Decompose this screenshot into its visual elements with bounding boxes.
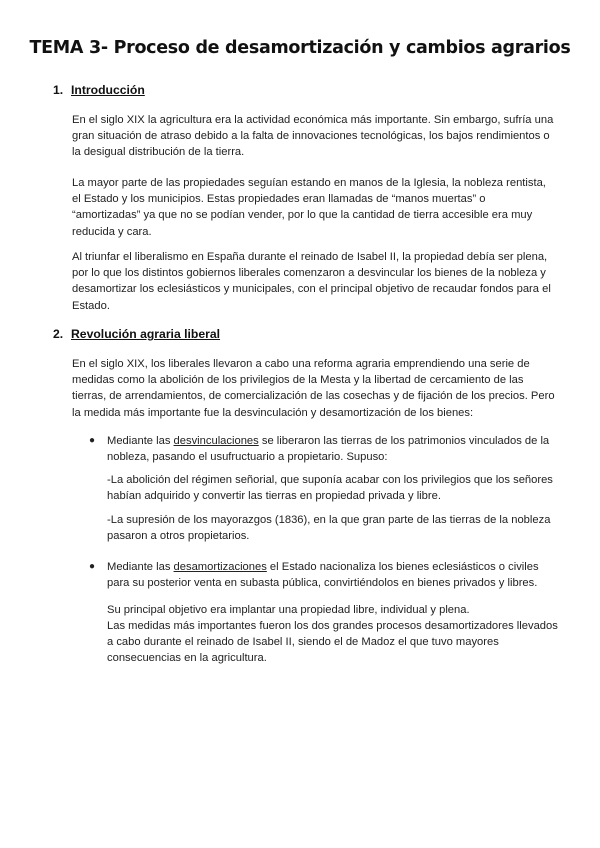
sub-paragraph: Las medidas más importantes fueron los dos grandes procesos desamortizadores llevados a cabo durante el reinado de Isabel II, siendo el de Madoz el que tuvo mayores consecuencias en la agricultura. <box>107 620 558 665</box>
bullet-icon: ● <box>89 561 96 572</box>
section-heading-introduccion <box>53 83 145 97</box>
section-title: Introducción <box>71 83 145 97</box>
section-title: Revolución agraria liberal <box>71 327 221 341</box>
bullet-item: Mediante las desvinculaciones se liberaron las tierras de los patrimonios vinculados de la nobleza, pasando el usufructuario a propietario. Supuso: <box>107 435 550 464</box>
term-desvinculaciones: desvinculaciones <box>173 435 259 447</box>
section-heading-revolucion-agraria <box>53 327 220 341</box>
bullet-item: Mediante las desamortizaciones el Estado nacionaliza los bienes eclesiásticos o civiles para su posterior venta en subasta pública, convirtiéndolos en bienes privados y libres. <box>107 561 539 590</box>
section-number: 1. <box>53 83 64 97</box>
page-title: TEMA 3- Proceso de desamortización y cambios agrarios <box>29 38 571 58</box>
bullet-icon: ● <box>89 435 96 446</box>
paragraph: En el siglo XIX la agricultura era la actividad económica más importante. Sin embargo, sufría una gran situación de atraso debido a la falta de innovaciones tecnológicas, los bajos rendimientos o la desigual distribución de la tierra. <box>72 114 554 159</box>
section-number: 2. <box>53 327 64 341</box>
sub-paragraph: Su principal objetivo era implantar una propiedad libre, individual y plena. <box>107 604 470 616</box>
paragraph: La mayor parte de las propiedades seguían estando en manos de la Iglesia, la nobleza rentista, el Estado y los municipios. Estas propiedades eran llamadas de “manos muertas” o “amortizadas” ya que no se podían vender, por lo que la cantidad de tierra accesible era muy reducida y cara. <box>72 177 546 238</box>
sub-paragraph: -La abolición del régimen señorial, que suponía acabar con los privilegios que los señores habían adquirido y convertir las tierras en propiedad privada y libre. <box>107 474 553 503</box>
paragraph: En el siglo XIX, los liberales llevaron a cabo una reforma agraria emprendiendo una serie de medidas como la abolición de los privilegios de la Mesta y la libertad de cercamiento de las tierras, de arrendamientos, de comercialización de las cosechas y de fijación de los precios. Pero la medida más importante fue la desvinculación y desamortización de los bienes: <box>72 358 555 419</box>
paragraph: Al triunfar el liberalismo en España durante el reinado de Isabel II, la propiedad debía ser plena, por lo que los distintos gobiernos liberales comenzaron a desvincular los bienes de la nobleza y desamortizar los eclesiásticos y municipales, con el principal objetivo de recaudar fondos para el Estado. <box>72 251 551 312</box>
sub-paragraph: -La supresión de los mayorazgos (1836), en la que gran parte de las tierras de la nobleza pasaron a otros propietarios. <box>107 514 551 543</box>
term-desamortizaciones: desamortizaciones <box>173 561 267 573</box>
